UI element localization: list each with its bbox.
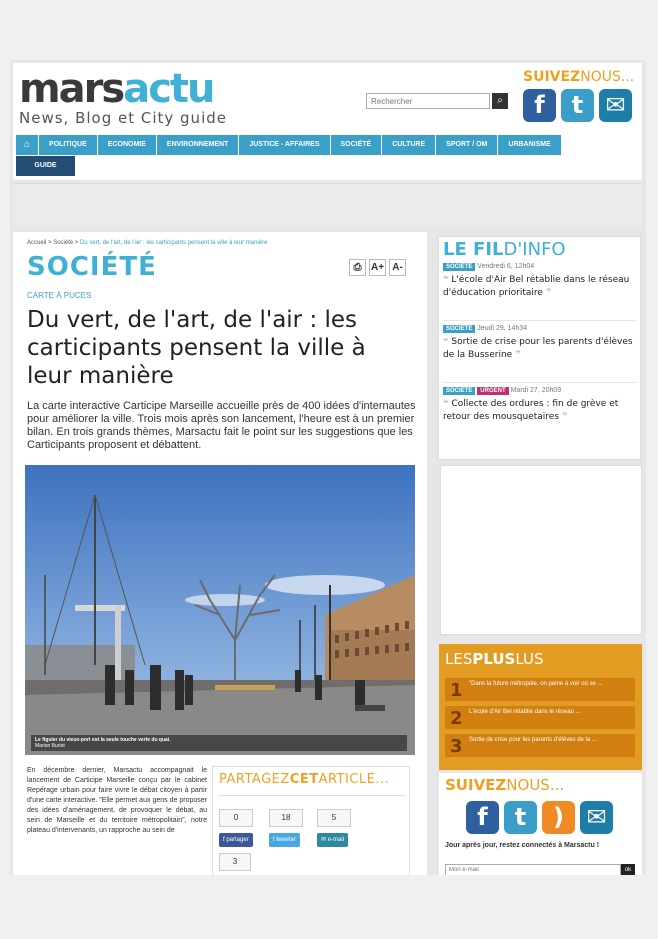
news-headline: [443, 274, 637, 300]
facebook-count: 0: [219, 809, 253, 827]
most-read-rank: 3: [450, 736, 463, 757]
nav-politique[interactable]: POLITIQUE: [39, 135, 98, 155]
email-field[interactable]: [445, 864, 621, 875]
extra-count: 3: [219, 853, 251, 871]
news-tag: SOCIÉTÉ: [443, 263, 475, 271]
twitter-count: 18: [269, 809, 303, 827]
photo-credit: Marion Buriot: [35, 743, 65, 749]
breadcrumb-home[interactable]: Accueil: [27, 240, 47, 246]
news-date: Mardi 27, 20h09: [510, 387, 562, 394]
news-headline-text: L'école d'Air Bel rétablie dans le réseau d'éducation prioritaire: [443, 275, 630, 298]
most-read-title: [445, 650, 544, 668]
home-icon[interactable]: ⌂: [16, 135, 39, 155]
article-body: En décembre dernier, Marsactu accompagnait le lancement de Carticipe Marseille conçu par le cabinet Repérage urbain pour faire vivre le débat citoyen à partir d'une carte interactive. "Elle permet aux gens de proposer des idées d'aménagement, de provoquer le débat, au sein de Marseille et du territoire métropolitain", notre plateau d'intervenants, un rapproche au sein de: [27, 767, 207, 834]
ad-banner: [13, 183, 642, 225]
facebook-icon: f: [223, 837, 227, 843]
quote-open-icon: ❝: [443, 399, 452, 409]
article-tools: [349, 259, 406, 276]
most-read-text: "Dans la future métropole, on peine à voir où se ...: [469, 681, 603, 687]
share-divider: [219, 795, 405, 796]
article-title: Du vert, de l'art, de l'air : les carticipants pensent la ville à leur manière: [27, 307, 366, 389]
follow-us-title: [445, 776, 564, 794]
breadcrumb-section[interactable]: Société: [53, 240, 74, 246]
follow-label: SUIVEZ: [523, 69, 581, 85]
most-read-text: Sortie de crise pour les parents d'élèves de la ...: [469, 737, 597, 743]
news-feed-title: [443, 239, 566, 260]
rss-icon[interactable]: ): [542, 801, 575, 834]
newsletter-icon[interactable]: ✉: [580, 801, 613, 834]
breadcrumb-separator: >: [73, 240, 81, 246]
follow-us-title-1: SUIVEZ: [445, 776, 507, 794]
facebook-share-label: partager: [226, 837, 249, 843]
quote-open-icon: ❝: [443, 337, 452, 347]
photo-caption: [31, 735, 407, 751]
tweet-label: tweeter: [276, 837, 297, 843]
urgent-badge: URGENT: [477, 387, 508, 395]
nav-urbanisme[interactable]: URBANISME: [498, 135, 561, 155]
most-read: [439, 644, 642, 770]
news-headline: [443, 398, 637, 424]
email-count: 5: [317, 809, 351, 827]
breadcrumb-separator: >: [46, 240, 54, 246]
share-title-2: CET: [289, 772, 319, 787]
search-button[interactable]: [492, 93, 508, 109]
follow-suffix: NOUS...: [580, 69, 635, 85]
most-read-rank: 1: [450, 680, 463, 701]
most-read-title-3: LUS: [515, 650, 544, 668]
news-tag: SOCIÉTÉ: [443, 325, 475, 333]
share-title: [219, 772, 389, 787]
quote-close-icon: ❞: [512, 350, 521, 360]
nav-societe[interactable]: SOCIÉTÉ: [331, 135, 383, 155]
news-item[interactable]: [443, 325, 637, 383]
follow-us-title-2: NOUS...: [506, 776, 565, 794]
nav-environnement[interactable]: ENVIRONNEMENT: [157, 135, 239, 155]
logo-actu: actu: [123, 66, 214, 112]
facebook-icon[interactable]: f: [466, 801, 499, 834]
most-read-title-2: PLUS: [472, 650, 516, 668]
main-nav: [16, 135, 582, 176]
email-share-label: e-mail: [327, 837, 345, 843]
most-read-item[interactable]: [445, 678, 635, 701]
twitter-icon: t: [273, 837, 277, 843]
news-item[interactable]: [443, 387, 637, 455]
nav-guide[interactable]: GUIDE: [16, 156, 76, 176]
breadcrumb-current: Du vert, de l'art, de l'air : les carticipants pensent la ville à leur manière: [80, 240, 268, 246]
facebook-icon[interactable]: f: [523, 89, 556, 122]
news-feed-title-1: LE FIL: [443, 239, 504, 260]
article-container: [13, 232, 427, 875]
site-logo[interactable]: [19, 67, 214, 111]
breadcrumb: [27, 240, 267, 246]
news-date: Jeudi 29, 14h34: [477, 325, 528, 332]
quote-close-icon: ❞: [559, 412, 568, 422]
page-frame: [10, 60, 646, 875]
twitter-icon[interactable]: t: [504, 801, 537, 834]
article-photo: [25, 465, 415, 755]
news-meta: [443, 387, 637, 395]
share-title-3: ARTICLE...: [318, 772, 390, 787]
news-feed-title-2: D'INFO: [503, 239, 566, 260]
news-tag: SOCIÉTÉ: [443, 387, 475, 395]
share-title-1: PARTAGEZ: [219, 772, 290, 787]
mail-icon: ✉: [321, 837, 328, 843]
nav-justice[interactable]: JUSTICE - AFFAIRES: [239, 135, 330, 155]
search-icon: ⌕: [497, 95, 503, 106]
news-headline: [443, 336, 637, 362]
tweet-button[interactable]: [269, 833, 300, 847]
most-read-item[interactable]: [445, 706, 635, 729]
news-feed: [438, 236, 641, 460]
font-increase-button[interactable]: A+: [369, 259, 386, 276]
most-read-item[interactable]: [445, 734, 635, 757]
logo-mars: mars: [19, 66, 124, 112]
news-meta: [443, 325, 637, 333]
print-icon[interactable]: ⎙: [349, 259, 366, 276]
font-decrease-button[interactable]: A-: [389, 259, 406, 276]
news-headline-text: Collecte des ordures : fin de grève et retour des mousquetaires: [443, 399, 619, 422]
most-read-text: L'école d'Air Bel rétablie dans le réseau ...: [469, 709, 581, 715]
follow-us-header: [523, 69, 634, 85]
news-item[interactable]: [443, 263, 637, 321]
subscribe-text: Jour après jour, restez connectés à Marsactu !: [445, 842, 600, 849]
section-title: SOCIÉTÉ: [27, 252, 157, 282]
quote-open-icon: ❝: [443, 275, 452, 285]
nav-culture[interactable]: CULTURE: [382, 135, 436, 155]
follow-us-box: [439, 773, 642, 875]
nav-economie[interactable]: ECONOMIE: [98, 135, 157, 155]
email-submit-button[interactable]: ok: [621, 864, 635, 875]
news-meta: [443, 263, 637, 271]
article-kicker: CARTE À PUCES: [27, 291, 92, 300]
email-share-button[interactable]: [317, 833, 348, 847]
search-input[interactable]: [366, 93, 490, 109]
photo-caption-text: Le figuier du vieux-port est la seule touche verte du quai.: [35, 737, 171, 743]
site-header: [13, 63, 642, 180]
quote-close-icon: ❞: [542, 288, 552, 298]
facebook-share-button[interactable]: [219, 833, 253, 847]
nav-sport[interactable]: SPORT / OM: [436, 135, 498, 155]
site-tagline: News, Blog et City guide: [19, 109, 227, 127]
twitter-icon[interactable]: t: [561, 89, 594, 122]
article-lead: La carte interactive Carticipe Marseille accueille près de 400 idées d'internautes pour améliorer la ville. Trois mois après son lancement, l'heure est à un premier bilan. En trois grands thèmes, Marsactu fait le point sur les suggestions que les Carticipants proposent et débattent.: [27, 400, 416, 451]
sidebar-ad: [440, 465, 642, 635]
most-read-title-1: LES: [445, 650, 473, 668]
most-read-rank: 2: [450, 708, 463, 729]
news-date: Vendredi 6, 12h04: [477, 263, 535, 270]
newsletter-icon[interactable]: ✉: [599, 89, 632, 122]
news-headline-text: Sortie de crise pour les parents d'élèves de la Busserine: [443, 337, 633, 360]
photo-image: [25, 465, 415, 755]
share-box: [212, 766, 410, 875]
